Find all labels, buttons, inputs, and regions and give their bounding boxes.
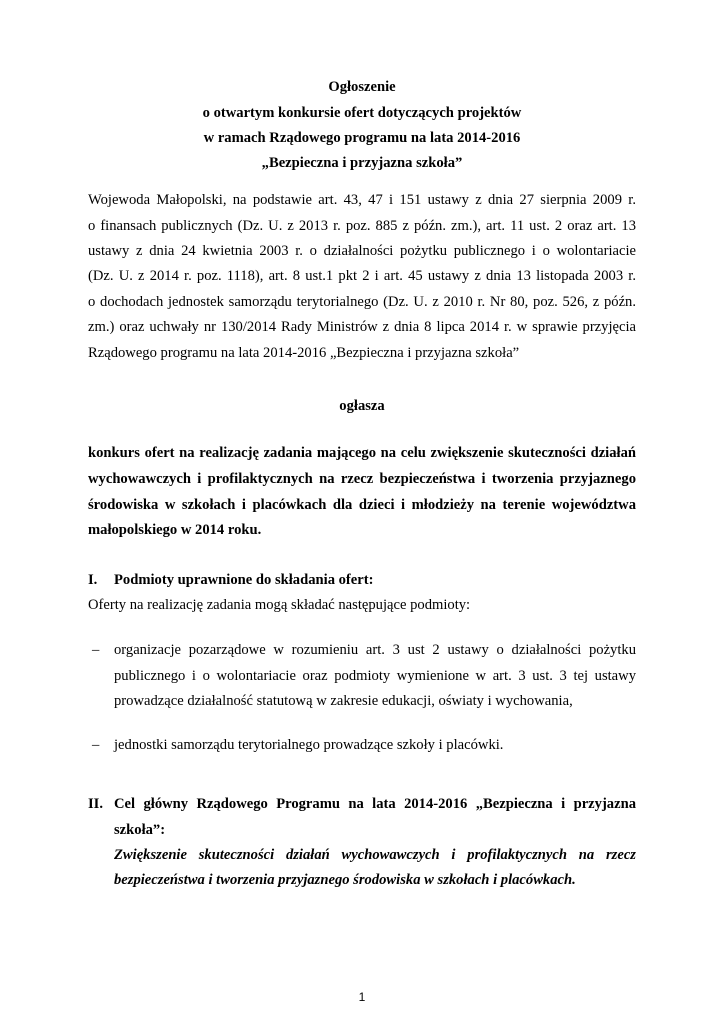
section-2-title: Cel główny Rządowego Programu na lata 2014-2016 „Bezpieczna i przyjazna [114,796,636,812]
bullet-dash-icon: – [92,642,100,658]
intro-line: Rządowego programu na lata 2014-2016 „Bezpieczna i przyjazna szkoła” [88,345,520,361]
section-2-number: II. [88,796,104,812]
contest-line: konkurs ofert na realizację zadania mającego na celu zwiększenie skuteczności działań [88,445,636,461]
heading-subtitle-1: o otwartym konkursie ofert dotyczących projektów [202,105,522,121]
intro-line: o dochodach jednostek samorządu terytorialnego (Dz. U. z 2010 r. Nr 80, poz. 526, z późn. [88,294,636,310]
section-2-goal-line: Zwiększenie skuteczności działań wychowawczych i profilaktycznych na rzecz [114,847,636,863]
page-number: 1 [358,990,366,1004]
intro-line: Wojewoda Małopolski, na podstawie art. 43, 47 i 151 ustawy z dnia 27 sierpnia 2009 r. [88,192,636,208]
section-2-title: szkoła”: [114,822,166,838]
section-2-goal-line: bezpieczeństwa i tworzenia przyjaznego środowiska w szkołach i placówkach. [114,872,576,888]
bullet-1-line: publicznego i o wolontariacie oraz podmioty wymienione w art. 3 ust. 3 tej ustawy [114,668,636,684]
heading-subtitle-2: w ramach Rządowego programu na lata 2014-2016 [203,130,521,146]
bullet-1-line: organizacje pozarządowe w rozumieniu art. 3 ust 2 ustawy o działalności pożytku [114,642,636,658]
intro-line: ustawy z dnia 24 kwietnia 2003 r. o działalności pożytku publicznego i o wolontariacie [88,243,636,259]
section-1-number: I. [88,572,98,588]
intro-line: o finansach publicznych (Dz. U. z 2013 r. poz. 885 z późn. zm.), art. 11 ust. 2 oraz art. 13 [88,218,636,234]
contest-line: środowiska w szkołach i placówkach dla dzieci i młodzieży na terenie województwa [88,497,636,513]
bullet-1-line: prowadzące działalność statutową w zakresie edukacji, oświaty i wychowania, [114,693,573,709]
contest-line: wychowawczych i profilaktycznych na rzecz bezpieczeństwa i tworzenia przyjaznego [88,471,636,487]
section-1-intro: Oferty na realizację zadania mogą składać następujące podmioty: [88,597,471,613]
bullet-2-line: jednostki samorządu terytorialnego prowadzące szkoły i placówki. [114,737,504,753]
contest-line: małopolskiego w 2014 roku. [88,522,262,538]
intro-line: (Dz. U. z 2014 r. poz. 1118), art. 8 ust.1 pkt 2 i art. 45 ustawy z dnia 13 listopada 2003 r. [88,268,636,284]
section-1-title: Podmioty uprawnione do składania ofert: [114,572,374,588]
heading-program-name: „Bezpieczna i przyjazna szkoła” [261,155,463,171]
intro-line: zm.) oraz uchwały nr 130/2014 Rady Ministrów z dnia 8 lipca 2014 r. w sprawie przyjęcia [88,319,636,335]
announces-heading: ogłasza [339,398,385,414]
bullet-dash-icon: – [92,737,100,753]
heading-title: Ogłoszenie [328,79,396,95]
